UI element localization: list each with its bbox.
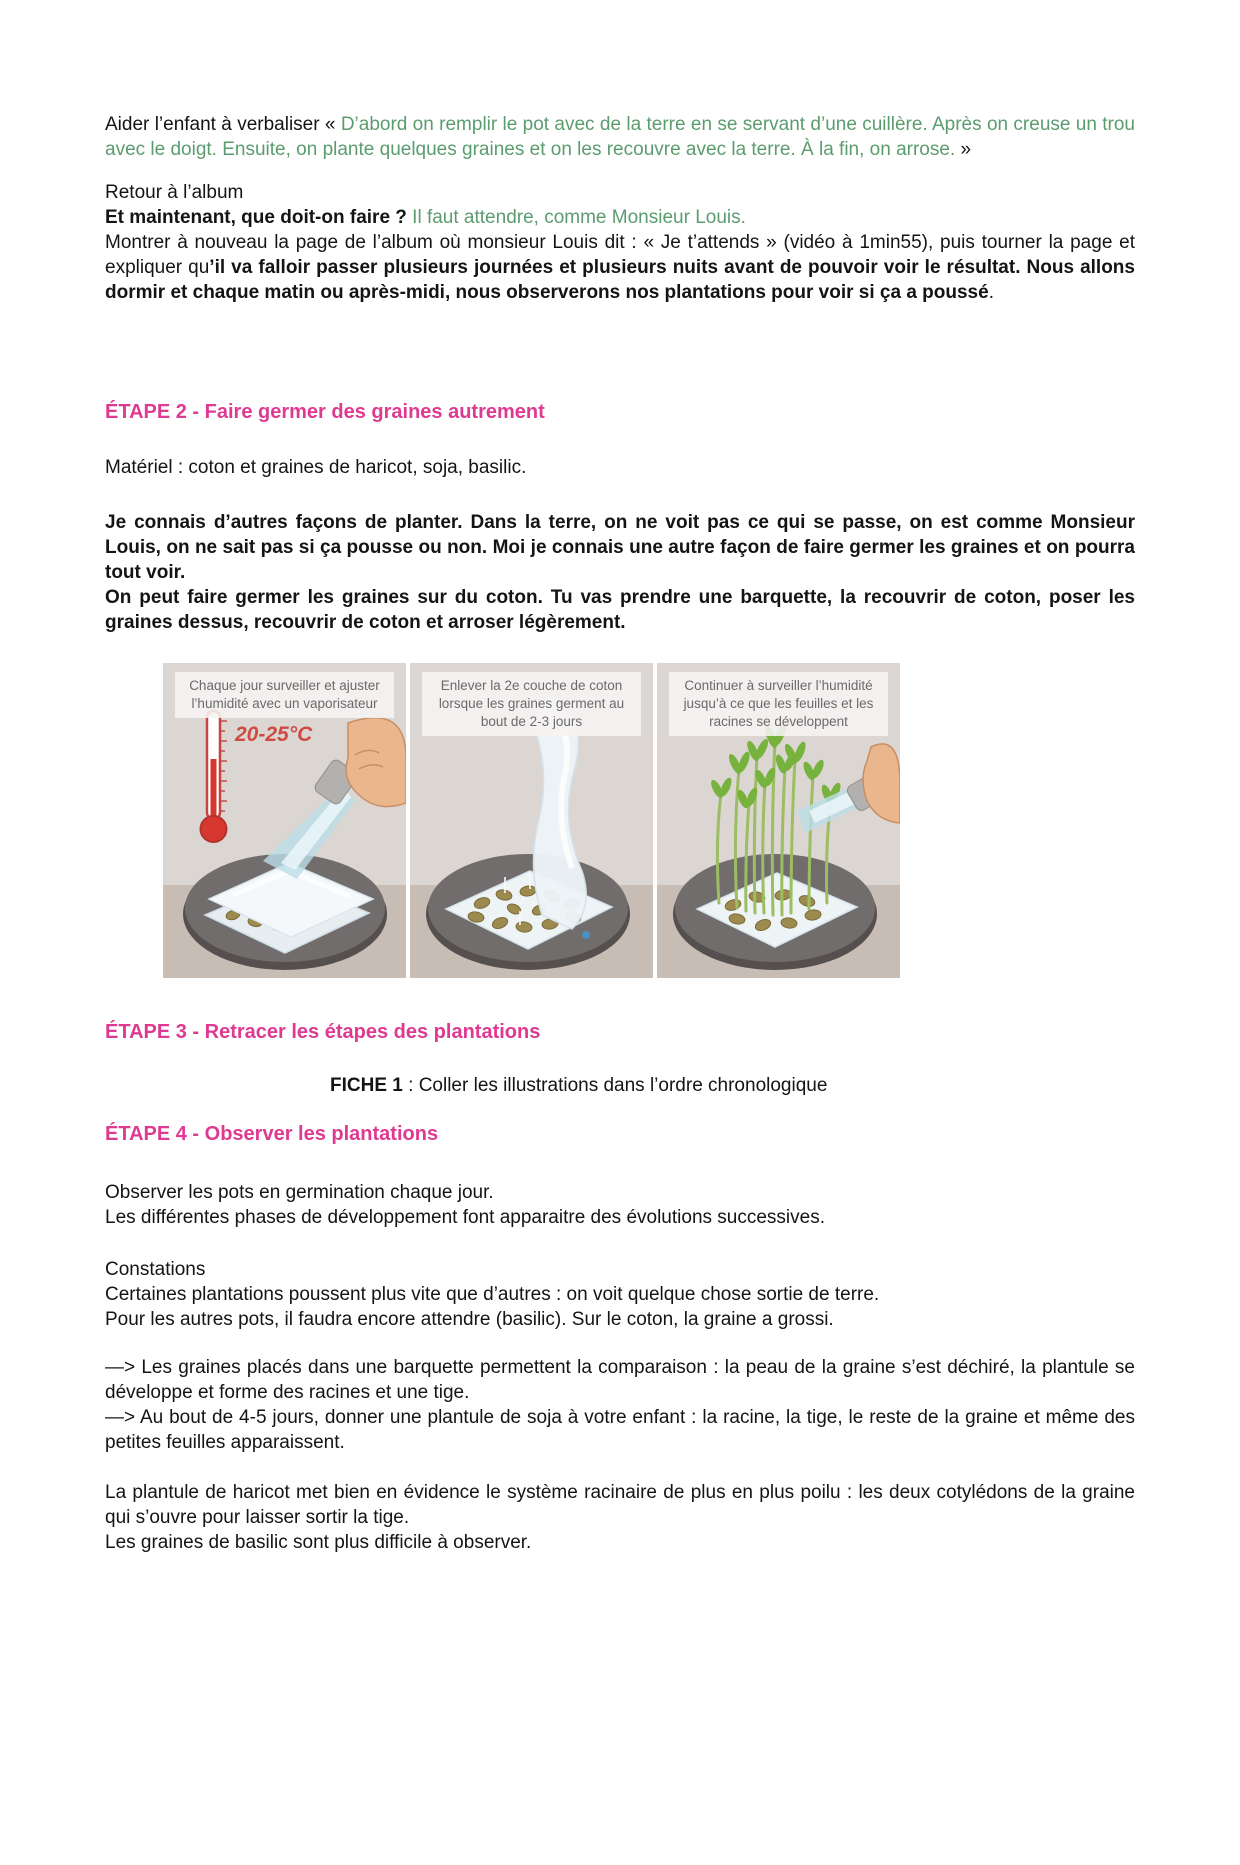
germination-bold-block (105, 510, 1135, 635)
observation-line-2: Les différentes phases de développement font apparaitre des évolutions successives. (105, 1207, 825, 1228)
intro-quote-close: » (960, 139, 972, 160)
etape2-heading: ÉTAPE 2 - Faire germer des graines autrement (105, 401, 545, 423)
panel2-caption: Enlever la 2e couche de coton lorsque les graines germent au bout de 2-3 jours (422, 672, 641, 736)
retour-line: Retour à l’album (105, 182, 244, 203)
intro-paragraph (105, 112, 1135, 162)
bold-paragraph-1: Je connais d’autres façons de planter. Dans la terre, on ne voit pas ce qui se passe, on est comme Monsieur Louis, on ne sait pas si ça pousse ou non. Moi je connais une autre façon de faire germer les graines et on pourra tout voir. (105, 512, 1135, 583)
fiche-text: : Coller les illustrations dans l’ordre chronologique (402, 1075, 828, 1096)
intro-quote: D’abord on remplir le pot avec de la terre en se servant d’une cuillère. Après on creuse un trou avec le doigt. Ensuite, on plante quelques graines et on les recouvre avec la terre. À la fin, on arrose. (105, 114, 1135, 160)
intro-lead: Aider l’enfant à verbaliser « (105, 114, 341, 135)
seed-tray (426, 854, 630, 970)
materiel-line: Matériel : coton et graines de haricot, soja, basilic. (105, 457, 527, 478)
final-paragraph-2: Les graines de basilic sont plus difficile à observer. (105, 1532, 532, 1553)
panel1-caption: Chaque jour surveiller et ajuster l’humidité avec un vaporisateur (175, 672, 394, 718)
temperature-label: 20-25°C (235, 723, 313, 746)
question-bold: Et maintenant, que doit-on faire ? (105, 207, 407, 228)
water-drop-icon (582, 931, 590, 939)
retour-body-normal: Montrer à nouveau la page de l’album où monsieur Louis dit : « Je t’attends » (vidéo à 1min55), puis tourner la page et expliquer qu (105, 232, 1135, 278)
constat-line-1: Certaines plantations poussent plus vite que d’autres : on voit quelque chose sortie de terre. (105, 1284, 880, 1305)
constat-block (105, 1257, 1135, 1332)
question-answer: Il faut attendre, comme Monsieur Louis. (406, 207, 746, 228)
retour-album-block (105, 180, 1135, 305)
arrow-point-2: —> Au bout de 4-5 jours, donner une plantule de soja à votre enfant : la racine, la tige, le reste de la graine et même des petites feuilles apparaissent. (105, 1407, 1135, 1453)
figure-panel-uncover (410, 663, 653, 978)
seed-tray (673, 854, 877, 970)
etape3-heading: ÉTAPE 3 - Retracer les étapes des plantations (105, 1021, 541, 1043)
document-page (0, 112, 1240, 1865)
constat-line-2: Pour les autres pots, il faudra encore attendre (basilic). Sur le coton, la graine a grossi. (105, 1309, 834, 1330)
arrow-point-1: —> Les graines placés dans une barquette permettent la comparaison : la peau de la graine s’est déchiré, la plantule se développe et forme des racines et une tige. (105, 1357, 1135, 1403)
final-observations-block (105, 1480, 1135, 1555)
figure-panel-sprouts (657, 663, 900, 978)
bold-paragraph-2: On peut faire germer les graines sur du coton. Tu vas prendre une barquette, la recouvrir de coton, poser les graines dessus, recouvrir de coton et arroser légèrement. (105, 587, 1135, 633)
question-line (105, 205, 1135, 230)
observation-line-1: Observer les pots en germination chaque jour. (105, 1182, 494, 1203)
retour-body-bold: ’il va falloir passer plusieurs journées et plusieurs nuits avant de pouvoir voir le résultat. Nous allons dormir et chaque matin ou après-midi, nous observerons nos plantations pour voir si ça a poussé (105, 257, 1135, 303)
arrow-points-block (105, 1355, 1135, 1455)
etape4-heading: ÉTAPE 4 - Observer les plantations (105, 1123, 439, 1145)
retour-body-end: . (988, 282, 994, 303)
germination-steps-figure (163, 663, 900, 978)
thermometer-icon (201, 711, 314, 842)
retour-body (105, 230, 1135, 305)
fiche-line (105, 1073, 1135, 1098)
observation-block (105, 1180, 1135, 1230)
panel3-caption: Continuer à surveiller l’humidité jusqu’à ce que les feuilles et les racines se développent (669, 672, 888, 736)
figure-panel-spray (163, 663, 406, 978)
final-paragraph-1: La plantule de haricot met bien en évidence le système racinaire de plus en plus poilu : les deux cotylédons de la graine qui s’ouvre pour laisser sortir la tige. (105, 1482, 1135, 1528)
constat-title: Constations (105, 1259, 206, 1280)
fiche-label: FICHE 1 (330, 1075, 403, 1096)
